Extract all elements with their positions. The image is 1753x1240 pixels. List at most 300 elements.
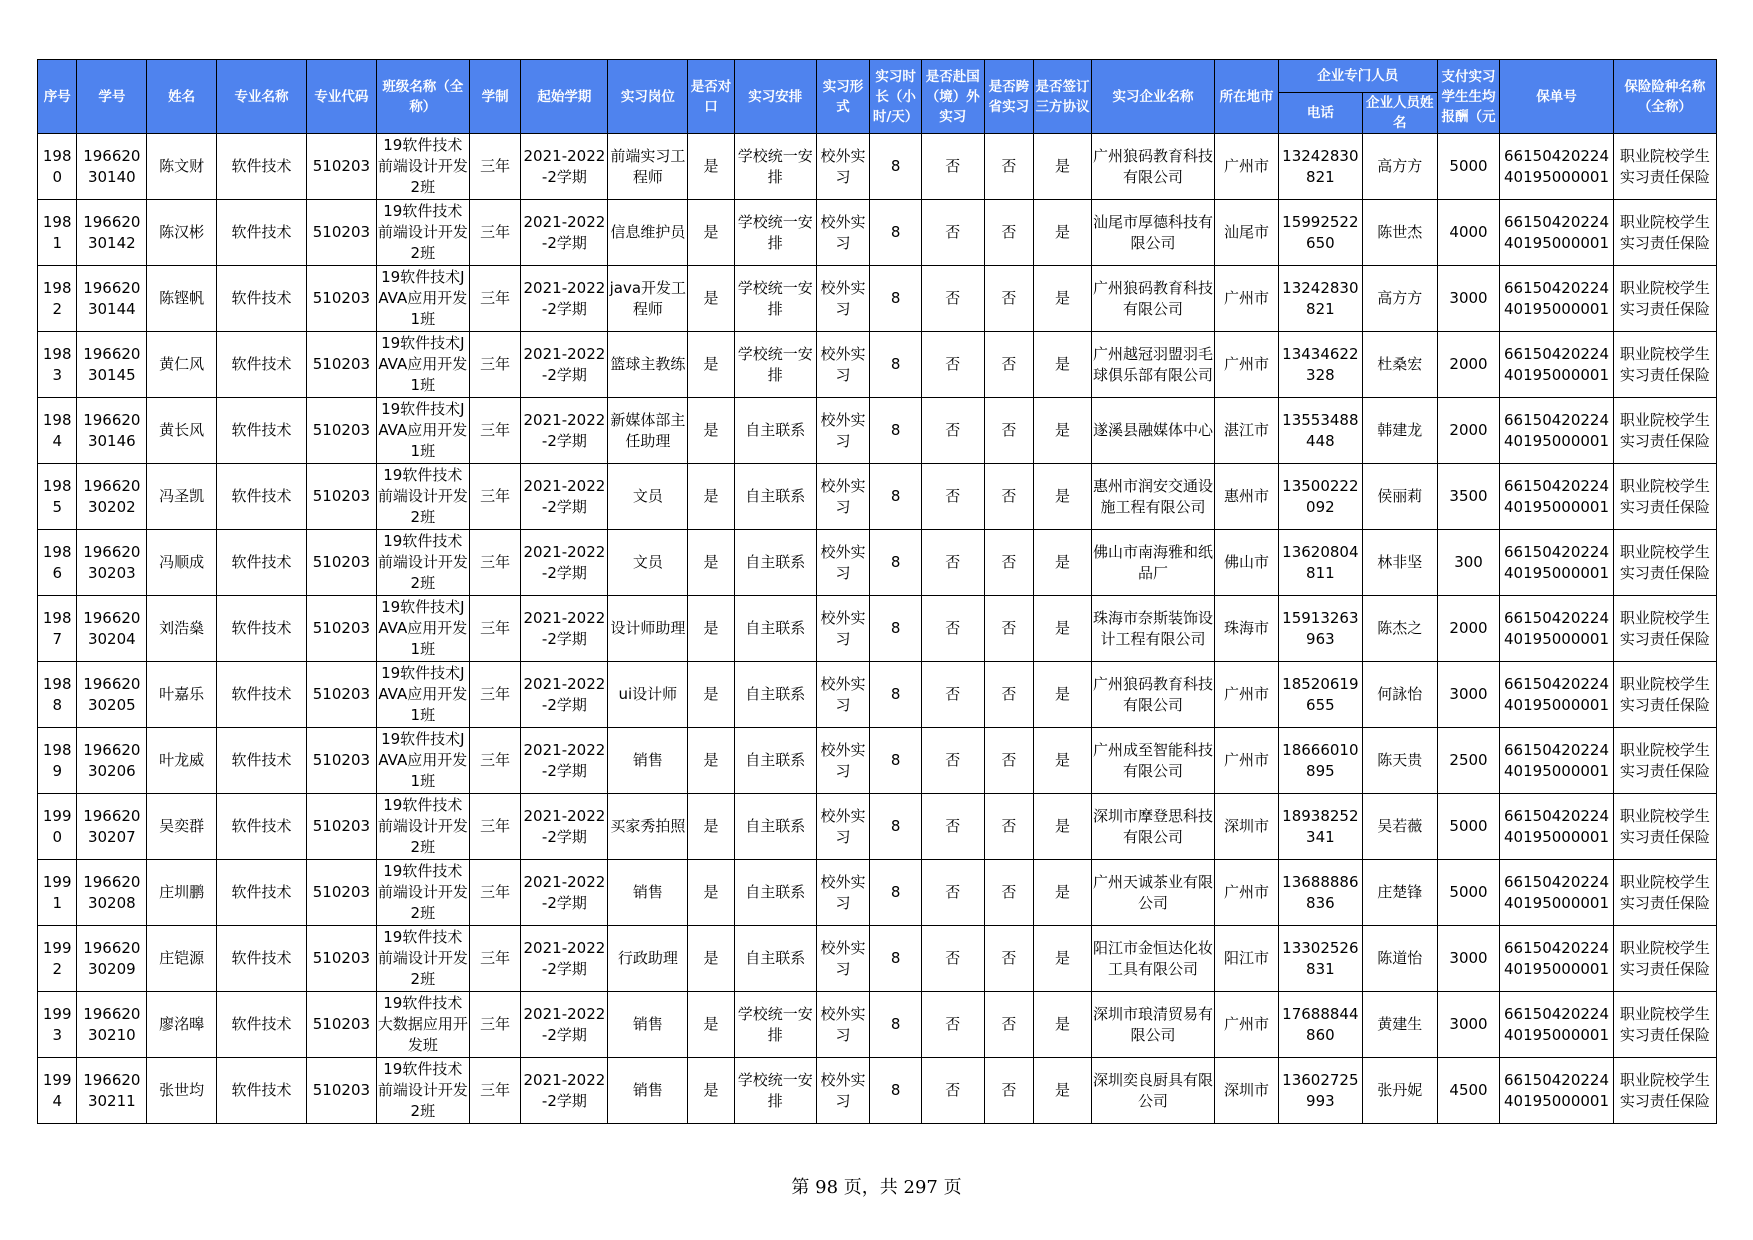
table-row [38, 794, 1717, 860]
cell-class-name [376, 860, 469, 926]
cell-text: 2021-2022-2学期 [523, 806, 606, 846]
cell-matched [688, 332, 735, 398]
cell-position [608, 1058, 688, 1124]
cell-text: 2021-2022-2学期 [523, 1070, 606, 1110]
cell-insurance [1613, 728, 1716, 794]
cell-phone [1278, 464, 1362, 530]
cell-student-id [77, 794, 147, 860]
cell-text: 自主联系 [745, 817, 806, 835]
cell-position [608, 992, 688, 1058]
cell-text: 4500 [1449, 1081, 1488, 1099]
cell-form [816, 1058, 870, 1124]
cell-text: 3000 [1449, 289, 1488, 307]
cell-text: 佛山市 [1224, 553, 1270, 571]
cell-text: 是 [703, 619, 719, 637]
cell-class-name [376, 794, 469, 860]
cell-major-name [217, 596, 307, 662]
cell-text: 职业院校学生实习责任保险 [1619, 344, 1710, 384]
cell-staff-name [1362, 398, 1437, 464]
cell-text: 三年 [480, 223, 511, 241]
cell-text: 是 [703, 355, 719, 373]
cell-form [816, 398, 870, 464]
cell-text: 陈汉彬 [159, 223, 205, 241]
cell-matched [688, 200, 735, 266]
cell-company [1091, 530, 1214, 596]
cell-text: 买家秀拍照 [610, 817, 686, 835]
cell-text: 否 [945, 157, 961, 175]
cell-company [1091, 662, 1214, 728]
cell-form [816, 794, 870, 860]
cell-major-code [307, 332, 377, 398]
cell-staff-name [1362, 860, 1437, 926]
cell-seq [38, 860, 77, 926]
cell-name [147, 794, 217, 860]
cell-text: 深圳市 [1224, 1081, 1270, 1099]
cell-city [1215, 992, 1279, 1058]
cell-text: 1989 [42, 740, 72, 780]
cell-text: 是 [703, 1015, 719, 1033]
cell-name [147, 530, 217, 596]
cell-class-name [376, 662, 469, 728]
cell-arrangement [734, 332, 816, 398]
cell-text: 广州狼码教育科技有限公司 [1092, 146, 1213, 186]
cell-text: 否 [945, 817, 961, 835]
cell-company [1091, 794, 1214, 860]
cell-text: 18520619655 [1282, 674, 1359, 714]
cell-major-code [307, 134, 377, 200]
cell-text: 8 [890, 949, 901, 967]
cell-text: 510203 [312, 355, 371, 373]
cell-text: 广州狼码教育科技有限公司 [1092, 674, 1213, 714]
cell-class-name [376, 266, 469, 332]
cell-phone [1278, 728, 1362, 794]
cell-name [147, 1058, 217, 1124]
cell-text: 广州市 [1224, 883, 1270, 901]
cell-duration [469, 860, 521, 926]
cell-insurance [1613, 134, 1716, 200]
cell-text: 1993 [42, 1004, 72, 1044]
cell-text: 张丹妮 [1377, 1081, 1423, 1099]
cell-text: 1982 [42, 278, 72, 318]
cell-arrangement [734, 200, 816, 266]
cell-start-term [521, 992, 608, 1058]
cell-text: 是 [1054, 421, 1070, 439]
cell-text: 职业院校学生实习责任保险 [1619, 674, 1710, 714]
cell-abroad [921, 134, 984, 200]
cell-text: 19662030211 [83, 1070, 141, 1110]
cell-cross-province [984, 662, 1034, 728]
cell-major-name [217, 398, 307, 464]
cell-major-name [217, 728, 307, 794]
cell-text: 18938252341 [1282, 806, 1359, 846]
table-row [38, 596, 1717, 662]
cell-major-code [307, 596, 377, 662]
cell-text: 是 [703, 949, 719, 967]
header-student-id: 学号 [77, 60, 147, 134]
cell-text: 陈铿帆 [159, 289, 205, 307]
cell-company [1091, 728, 1214, 794]
cell-text: 广州市 [1224, 751, 1270, 769]
cell-hours [870, 266, 922, 332]
cell-insurance [1613, 266, 1716, 332]
cell-text: 1990 [42, 806, 72, 846]
cell-text: 2021-2022-2学期 [523, 476, 606, 516]
cell-cross-province [984, 596, 1034, 662]
cell-form [816, 464, 870, 530]
cell-text: 2021-2022-2学期 [523, 542, 606, 582]
cell-student-id [77, 728, 147, 794]
header-seq: 序号 [38, 60, 77, 134]
cell-name [147, 926, 217, 992]
cell-staff-name [1362, 530, 1437, 596]
cell-text: 软件技术 [231, 355, 292, 373]
cell-text: 6615042022440195000001 [1504, 146, 1609, 186]
cell-text: 校外实习 [820, 806, 866, 846]
cell-text: 否 [1001, 355, 1017, 373]
cell-hours [870, 596, 922, 662]
cell-text: 职业院校学生实习责任保险 [1619, 410, 1710, 450]
cell-hours [870, 398, 922, 464]
cell-city [1215, 266, 1279, 332]
cell-text: 8 [890, 553, 901, 571]
cell-pay [1437, 134, 1500, 200]
cell-insurance [1613, 200, 1716, 266]
cell-text: 17688844860 [1282, 1004, 1359, 1044]
cell-arrangement [734, 992, 816, 1058]
cell-text: 文员 [632, 553, 663, 571]
cell-text: 软件技术 [231, 1081, 292, 1099]
cell-text: 否 [1001, 751, 1017, 769]
cell-hours [870, 662, 922, 728]
cell-text: 职业院校学生实习责任保险 [1619, 212, 1710, 252]
cell-text: 广州成至智能科技有限公司 [1092, 740, 1213, 780]
cell-text: 是 [1054, 157, 1070, 175]
cell-form [816, 992, 870, 1058]
cell-text: 校外实习 [820, 740, 866, 780]
table-row [38, 200, 1717, 266]
cell-text: 8 [890, 157, 901, 175]
header-tripartite: 是否签订三方协议 [1034, 60, 1092, 134]
cell-student-id [77, 596, 147, 662]
cell-seq [38, 596, 77, 662]
cell-text: 职业院校学生实习责任保险 [1619, 476, 1710, 516]
cell-company [1091, 596, 1214, 662]
cell-text: 是 [1054, 553, 1070, 571]
cell-text: 510203 [312, 553, 371, 571]
cell-seq [38, 1058, 77, 1124]
cell-matched [688, 134, 735, 200]
cell-major-name [217, 926, 307, 992]
cell-student-id [77, 398, 147, 464]
cell-abroad [921, 860, 984, 926]
header-arrangement: 实习安排 [734, 60, 816, 134]
cell-text: 510203 [312, 949, 371, 967]
cell-major-name [217, 530, 307, 596]
cell-seq [38, 200, 77, 266]
header-name: 姓名 [147, 60, 217, 134]
cell-text: 冯顺成 [159, 553, 205, 571]
table-body [38, 134, 1717, 1124]
cell-text: 湛江市 [1224, 421, 1270, 439]
cell-text: 三年 [480, 1015, 511, 1033]
cell-text: 否 [945, 355, 961, 373]
cell-text: 19软件技术前端设计开发2班 [377, 928, 468, 988]
cell-text: 2021-2022-2学期 [523, 278, 606, 318]
cell-text: 8 [890, 1081, 901, 1099]
cell-text: 学校统一安排 [737, 146, 813, 186]
cell-text: 19软件技术JAVA应用开发1班 [378, 400, 468, 460]
cell-text: 文员 [632, 487, 663, 505]
cell-text: 是 [1054, 949, 1070, 967]
cell-text: 校外实习 [820, 344, 866, 384]
cell-hours [870, 464, 922, 530]
cell-text: 6615042022440195000001 [1504, 1004, 1609, 1044]
cell-major-name [217, 464, 307, 530]
cell-text: 1984 [42, 410, 72, 450]
cell-matched [688, 530, 735, 596]
cell-position [608, 398, 688, 464]
cell-text: 三年 [480, 817, 511, 835]
cell-tripartite [1034, 860, 1092, 926]
cell-text: 软件技术 [231, 619, 292, 637]
cell-arrangement [734, 266, 816, 332]
cell-text: 19软件技术前端设计开发2班 [377, 796, 468, 856]
cell-text: 三年 [480, 289, 511, 307]
cell-form [816, 332, 870, 398]
cell-matched [688, 398, 735, 464]
cell-tripartite [1034, 728, 1092, 794]
cell-name [147, 860, 217, 926]
cell-text: 否 [1001, 685, 1017, 703]
cell-city [1215, 860, 1279, 926]
cell-city [1215, 398, 1279, 464]
cell-seq [38, 266, 77, 332]
cell-text: 广州市 [1224, 685, 1270, 703]
cell-hours [870, 926, 922, 992]
cell-text: 19662030210 [83, 1004, 141, 1044]
cell-insurance [1613, 464, 1716, 530]
cell-matched [688, 794, 735, 860]
cell-company [1091, 266, 1214, 332]
cell-policy-no [1500, 794, 1613, 860]
cell-text: 校外实习 [820, 608, 866, 648]
cell-tripartite [1034, 266, 1092, 332]
cell-text: 学校统一安排 [737, 212, 813, 252]
cell-phone [1278, 1058, 1362, 1124]
cell-cross-province [984, 332, 1034, 398]
cell-company [1091, 860, 1214, 926]
cell-text: 三年 [480, 751, 511, 769]
cell-text: 否 [1001, 883, 1017, 901]
cell-text: 1980 [42, 146, 72, 186]
cell-text: 黄建生 [1377, 1015, 1423, 1033]
cell-company [1091, 134, 1214, 200]
cell-seq [38, 926, 77, 992]
cell-text: 校外实习 [820, 1004, 866, 1044]
cell-major-name [217, 992, 307, 1058]
cell-hours [870, 860, 922, 926]
cell-cross-province [984, 794, 1034, 860]
cell-text: 2021-2022-2学期 [523, 410, 606, 450]
cell-text: 冯圣凯 [159, 487, 205, 505]
cell-text: 13620804811 [1282, 542, 1359, 582]
cell-major-code [307, 992, 377, 1058]
cell-major-code [307, 1058, 377, 1124]
cell-major-name [217, 794, 307, 860]
cell-text: 2500 [1449, 751, 1488, 769]
cell-text: 否 [1001, 1015, 1017, 1033]
cell-text: 否 [945, 289, 961, 307]
cell-duration [469, 926, 521, 992]
cell-position [608, 134, 688, 200]
cell-major-name [217, 1058, 307, 1124]
cell-text: 学校统一安排 [737, 1070, 813, 1110]
cell-form [816, 266, 870, 332]
cell-text: 职业院校学生实习责任保险 [1619, 608, 1710, 648]
cell-text: 校外实习 [820, 542, 866, 582]
cell-text: 自主联系 [745, 883, 806, 901]
cell-text: 惠州市润安交通设施工程有限公司 [1092, 476, 1213, 516]
cell-position [608, 794, 688, 860]
header-company-staff-group: 企业专门人员 [1278, 60, 1437, 93]
cell-tripartite [1034, 134, 1092, 200]
cell-arrangement [734, 794, 816, 860]
cell-text: 300 [1454, 553, 1483, 571]
cell-position [608, 464, 688, 530]
cell-form [816, 662, 870, 728]
cell-form [816, 926, 870, 992]
cell-text: 510203 [312, 1015, 371, 1033]
cell-text: 庄圳鹏 [159, 883, 205, 901]
cell-text: 陈天贵 [1377, 751, 1423, 769]
cell-text: 庄铠源 [159, 949, 205, 967]
cell-text: 软件技术 [231, 487, 292, 505]
cell-text: 510203 [312, 157, 371, 175]
cell-text: 1992 [42, 938, 72, 978]
cell-insurance [1613, 332, 1716, 398]
cell-duration [469, 464, 521, 530]
cell-text: 是 [703, 487, 719, 505]
cell-text: 19662030207 [83, 806, 141, 846]
cell-text: 是 [1054, 223, 1070, 241]
cell-text: 销售 [632, 1081, 663, 1099]
cell-abroad [921, 596, 984, 662]
cell-phone [1278, 926, 1362, 992]
cell-hours [870, 332, 922, 398]
cell-insurance [1613, 860, 1716, 926]
cell-text: 职业院校学生实习责任保险 [1619, 278, 1710, 318]
cell-abroad [921, 662, 984, 728]
cell-position [608, 200, 688, 266]
cell-text: 是 [1054, 751, 1070, 769]
cell-text: 6615042022440195000001 [1504, 938, 1609, 978]
cell-text: 阳江市金恒达化妆工具有限公司 [1092, 938, 1213, 978]
cell-text: 13602725993 [1282, 1070, 1359, 1110]
cell-text: 校外实习 [820, 872, 866, 912]
header-major-code: 专业代码 [307, 60, 377, 134]
cell-phone [1278, 860, 1362, 926]
cell-text: 软件技术 [231, 883, 292, 901]
table-row [38, 398, 1717, 464]
cell-text: 新媒体部主任助理 [610, 410, 686, 450]
cell-text: 2021-2022-2学期 [523, 608, 606, 648]
cell-text: 否 [1001, 157, 1017, 175]
cell-text: 是 [703, 157, 719, 175]
cell-text: 1983 [42, 344, 72, 384]
cell-arrangement [734, 530, 816, 596]
cell-abroad [921, 992, 984, 1058]
cell-tripartite [1034, 530, 1092, 596]
cell-text: 自主联系 [745, 487, 806, 505]
cell-text: 510203 [312, 487, 371, 505]
cell-policy-no [1500, 860, 1613, 926]
cell-text: 黄长风 [159, 421, 205, 439]
cell-text: 2000 [1449, 421, 1488, 439]
cell-text: 阳江市 [1224, 949, 1270, 967]
table-row [38, 332, 1717, 398]
cell-text: ui设计师 [618, 685, 678, 703]
cell-text: 否 [945, 1015, 961, 1033]
cell-arrangement [734, 662, 816, 728]
cell-city [1215, 464, 1279, 530]
cell-text: 广州市 [1224, 1015, 1270, 1033]
cell-pay [1437, 200, 1500, 266]
cell-major-name [217, 134, 307, 200]
cell-text: 8 [890, 289, 901, 307]
cell-duration [469, 332, 521, 398]
cell-major-name [217, 662, 307, 728]
cell-text: 否 [1001, 619, 1017, 637]
cell-student-id [77, 662, 147, 728]
cell-text: 是 [1054, 685, 1070, 703]
cell-city [1215, 728, 1279, 794]
cell-text: 庄楚锋 [1377, 883, 1423, 901]
cell-staff-name [1362, 992, 1437, 1058]
cell-text: 3000 [1449, 685, 1488, 703]
cell-text: 三年 [480, 1081, 511, 1099]
cell-duration [469, 992, 521, 1058]
cell-company [1091, 992, 1214, 1058]
cell-text: 高方方 [1377, 289, 1423, 307]
cell-phone [1278, 200, 1362, 266]
cell-text: 职业院校学生实习责任保险 [1619, 1070, 1710, 1110]
cell-matched [688, 860, 735, 926]
cell-text: 1981 [42, 212, 72, 252]
cell-text: 19软件技术前端设计开发2班 [377, 136, 468, 196]
cell-company [1091, 926, 1214, 992]
cell-duration [469, 1058, 521, 1124]
cell-policy-no [1500, 992, 1613, 1058]
table-row [38, 662, 1717, 728]
cell-seq [38, 662, 77, 728]
internship-table [37, 59, 1717, 1124]
cell-text: 叶龙威 [159, 751, 205, 769]
cell-start-term [521, 200, 608, 266]
cell-text: 2021-2022-2学期 [523, 212, 606, 252]
cell-text: 15992522650 [1282, 212, 1359, 252]
cell-text: 刘浩燊 [159, 619, 205, 637]
cell-text: 广州狼码教育科技有限公司 [1092, 278, 1213, 318]
cell-start-term [521, 266, 608, 332]
cell-class-name [376, 1058, 469, 1124]
cell-phone [1278, 398, 1362, 464]
cell-text: 信息维护员 [610, 223, 686, 241]
cell-text: 三年 [480, 487, 511, 505]
cell-class-name [376, 530, 469, 596]
cell-arrangement [734, 464, 816, 530]
cell-start-term [521, 860, 608, 926]
header-hours: 实习时长（小时/天） [870, 60, 922, 134]
